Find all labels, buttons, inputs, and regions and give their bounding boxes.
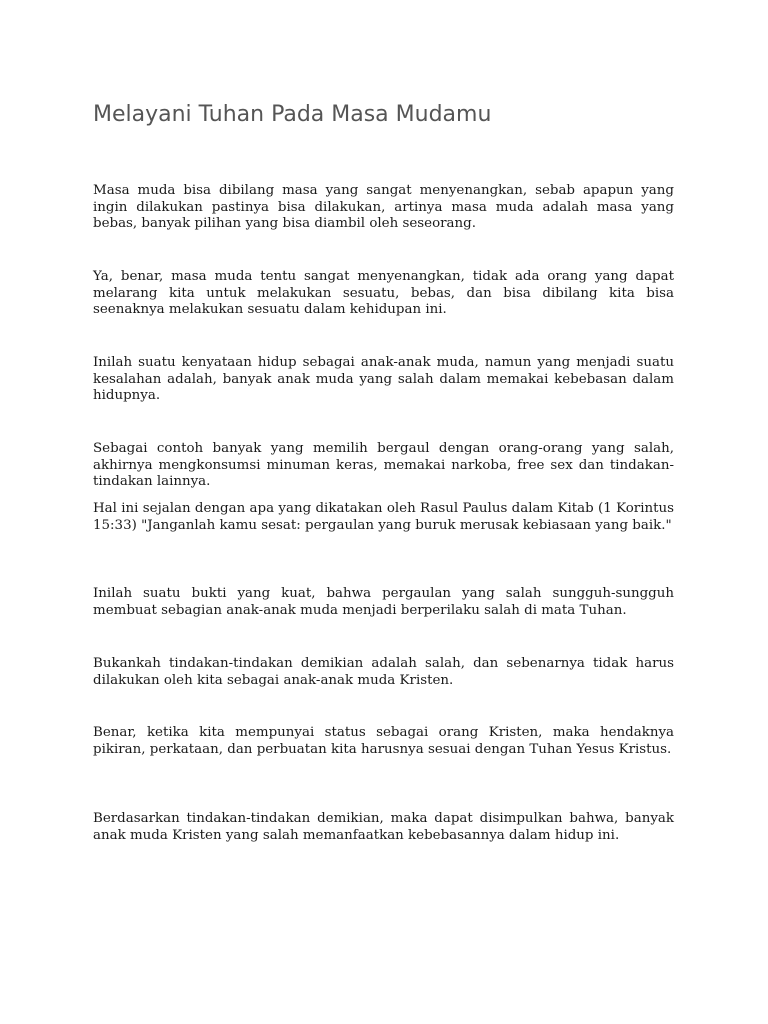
- paragraph: Ya, benar, masa muda tentu sangat menyenangkan, tidak ada orang yang dapat melarang kita untuk melakukan sesuatu, bebas, dan bisa dibilang kita bisa seenaknya melakukan sesuatu dalam kehidupan ini.: [93, 269, 674, 318]
- paragraph: Hal ini sejalan dengan apa yang dikatakan oleh Rasul Paulus dalam Kitab (1 Korintus 15:33) "Janganlah kamu sesat: pergaulan yang buruk merusak kebiasaan yang baik.": [93, 501, 674, 533]
- document-title: Melayani Tuhan Pada Masa Mudamu: [93, 102, 492, 127]
- paragraph: Bukankah tindakan-tindakan demikian adalah salah, dan sebenarnya tidak harus dilakukan oleh kita sebagai anak-anak muda Kristen.: [93, 656, 674, 688]
- paragraph: Sebagai contoh banyak yang memilih bergaul dengan orang-orang yang salah, akhirnya mengkonsumsi minuman keras, memakai narkoba, free sex dan tindakan-tindakan lainnya.: [93, 441, 674, 490]
- paragraph: Inilah suatu kenyataan hidup sebagai anak-anak muda, namun yang menjadi suatu kesalahan adalah, banyak anak muda yang salah dalam memakai kebebasan dalam hidupnya.: [93, 355, 674, 404]
- paragraph: Masa muda bisa dibilang masa yang sangat menyenangkan, sebab apapun yang ingin dilakukan pastinya bisa dilakukan, artinya masa muda adalah masa yang bebas, banyak pilihan yang bisa diambil oleh seseorang.: [93, 183, 674, 232]
- paragraph: Berdasarkan tindakan-tindakan demikian, maka dapat disimpulkan bahwa, banyak anak muda Kristen yang salah memanfaatkan kebebasannya dalam hidup ini.: [93, 811, 674, 843]
- paragraph: Benar, ketika kita mempunyai status sebagai orang Kristen, maka hendaknya pikiran, perkataan, dan perbuatan kita harusnya sesuai dengan Tuhan Yesus Kristus.: [93, 725, 674, 757]
- paragraph: Inilah suatu bukti yang kuat, bahwa pergaulan yang salah sungguh-sungguh membuat sebagian anak-anak muda menjadi berperilaku salah di mata Tuhan.: [93, 586, 674, 618]
